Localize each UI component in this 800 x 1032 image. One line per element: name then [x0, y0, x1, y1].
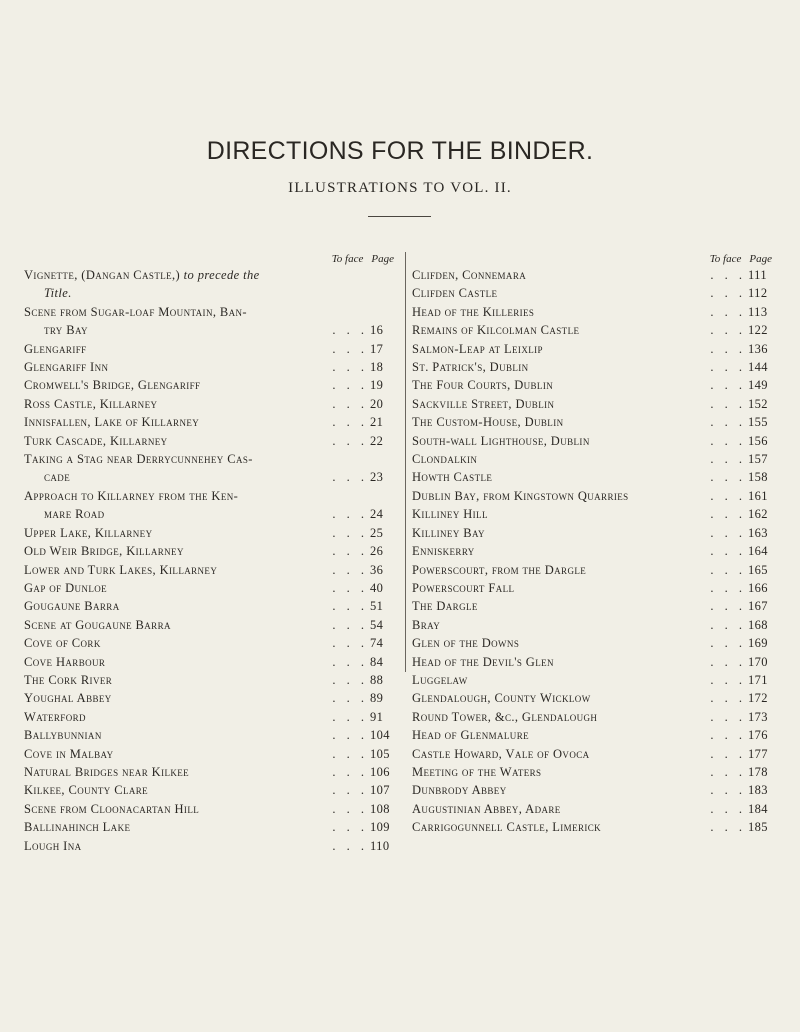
list-item — [24, 579, 400, 597]
page-number: 183 — [748, 783, 768, 798]
entry-title: Dublin Bay, from Kingstown Quarries — [412, 488, 629, 503]
list-item — [24, 266, 400, 284]
page-number: 106 — [370, 764, 390, 779]
list-item — [412, 284, 778, 302]
page-number: 19 — [370, 378, 384, 393]
list-item-continuation — [24, 505, 400, 523]
leader-dots: . . . — [710, 452, 746, 467]
entry-title: Powerscourt Fall — [412, 580, 515, 595]
page-number: 109 — [370, 820, 390, 835]
page-number: 170 — [748, 654, 768, 669]
entry-title: Killiney Hill — [412, 507, 488, 522]
page-number: 18 — [370, 360, 384, 375]
leader-dots: . . . — [332, 580, 368, 595]
page-number: 111 — [748, 268, 768, 282]
list-item — [24, 450, 400, 468]
entry-title-cont: cade — [44, 470, 71, 485]
page-number: 162 — [748, 507, 768, 522]
entry-title: South-wall Lighthouse, Dublin — [412, 433, 590, 448]
page-number: 40 — [370, 580, 384, 595]
page-number: 173 — [748, 709, 768, 724]
list-item — [24, 689, 400, 707]
leader-dots: . . . — [710, 360, 746, 375]
page-number: 161 — [748, 488, 768, 503]
page-number: 157 — [748, 452, 768, 467]
entry-title: Gougaune Barra — [24, 599, 120, 614]
list-item — [24, 708, 400, 726]
leader-dots: . . . — [710, 286, 746, 301]
list-item — [24, 818, 400, 836]
page-number: 108 — [370, 801, 390, 816]
list-item — [24, 358, 400, 376]
entry-title: Scene from Cloonacartan Hill — [24, 801, 200, 816]
page-number: 169 — [748, 636, 768, 651]
leader-dots: . . . — [332, 396, 368, 411]
list-item — [24, 303, 400, 321]
leader-dots: . . . — [710, 801, 746, 816]
entry-title: Natural Bridges near Kilkee — [24, 764, 190, 779]
entry-title: Cove of Cork — [24, 636, 101, 651]
list-item — [24, 671, 400, 689]
page-number: 171 — [748, 672, 768, 687]
entry-title: Glendalough, County Wicklow — [412, 691, 591, 706]
leader-dots: . . . — [710, 764, 746, 779]
entry-title: Head of the Devil's Glen — [412, 654, 554, 669]
leader-dots: . . . — [332, 470, 368, 485]
entry-title: Head of the Killeries — [412, 304, 535, 319]
list-item — [412, 376, 778, 394]
page-number: 152 — [748, 396, 768, 411]
list-item — [24, 561, 400, 579]
page-number: 163 — [748, 525, 768, 540]
list-item — [412, 818, 778, 836]
list-item — [412, 689, 778, 707]
list-item — [24, 781, 400, 799]
entry-title: Remains of Kilcolman Castle — [412, 323, 580, 338]
leader-dots: . . . — [332, 691, 368, 706]
leader-dots: . . . — [332, 709, 368, 724]
list-item-continuation — [24, 321, 400, 339]
leader-dots: . . . — [710, 746, 746, 761]
leader-dots: . . . — [332, 801, 368, 816]
page-number: 168 — [748, 617, 768, 632]
entry-title: St. Patrick's, Dublin — [412, 360, 529, 375]
page-number: 74 — [370, 636, 384, 651]
page-label: Page — [371, 253, 394, 265]
list-item — [412, 634, 778, 652]
leader-dots: . . . — [710, 562, 746, 577]
entry-title: Glengariff Inn — [24, 360, 109, 375]
entry-note: to precede the — [183, 268, 260, 282]
page-number: 156 — [748, 433, 768, 448]
list-item-continuation — [24, 468, 400, 486]
entry-title: Powerscourt, from the Dargle — [412, 562, 587, 577]
leader-dots: . . . — [332, 415, 368, 430]
page-subtitle: ILLUSTRATIONS TO VOL. II. — [288, 180, 512, 196]
page-number: 88 — [370, 672, 384, 687]
entry-title: Howth Castle — [412, 470, 493, 485]
left-column — [24, 252, 400, 855]
page-number: 84 — [370, 654, 384, 669]
leader-dots: . . . — [332, 783, 368, 798]
entry-title: Enniskerry — [412, 544, 475, 559]
list-item — [412, 321, 778, 339]
entry-title: Carrigogunnell Castle, Limerick — [412, 820, 602, 835]
leader-dots: . . . — [710, 268, 746, 282]
page-number: 112 — [748, 286, 768, 301]
entry-title-cont: mare Road — [44, 507, 105, 522]
list-item — [412, 487, 778, 505]
page-number: 158 — [748, 470, 768, 485]
list-item — [412, 597, 778, 615]
list-item-continuation — [24, 284, 400, 302]
leader-dots: . . . — [332, 728, 368, 743]
page-number: 17 — [370, 341, 384, 356]
leader-dots: . . . — [710, 341, 746, 356]
entry-title: Upper Lake, Killarney — [24, 525, 153, 540]
page-number: 149 — [748, 378, 768, 393]
list-item — [412, 763, 778, 781]
page-title: DIRECTIONS FOR THE BINDER. — [206, 137, 594, 165]
entry-title: Waterford — [24, 709, 86, 724]
leader-dots: . . . — [710, 783, 746, 798]
list-item — [412, 413, 778, 431]
entry-note: Title. — [44, 286, 72, 301]
entry-title: Taking a Stag near Derrycunnehey Cas- — [24, 452, 253, 467]
right-column — [412, 252, 778, 837]
leader-dots: . . . — [710, 636, 746, 651]
page-number: 122 — [748, 323, 768, 338]
entry-title: Clifden, Connemara — [412, 268, 527, 282]
page-number: 166 — [748, 580, 768, 595]
entry-title: Scene at Gougaune Barra — [24, 617, 171, 632]
page-number: 25 — [370, 525, 384, 540]
list-item — [24, 653, 400, 671]
right-column-header — [412, 252, 778, 266]
entry-title: Cromwell's Bridge, Glengariff — [24, 378, 201, 393]
list-item — [412, 708, 778, 726]
leader-dots: . . . — [710, 580, 746, 595]
list-item — [24, 726, 400, 744]
entry-title: Cove Harbour — [24, 654, 106, 669]
entry-title: Approach to Killarney from the Ken- — [24, 488, 239, 503]
list-item — [412, 671, 778, 689]
list-item — [412, 561, 778, 579]
list-item — [412, 781, 778, 799]
list-item — [24, 524, 400, 542]
entry-title: Clifden Castle — [412, 286, 498, 301]
leader-dots: . . . — [332, 746, 368, 761]
leader-dots: . . . — [332, 636, 368, 651]
list-item — [412, 432, 778, 450]
list-item — [412, 800, 778, 818]
page-number: 16 — [370, 323, 384, 338]
list-item — [24, 634, 400, 652]
page-number: 185 — [748, 820, 768, 835]
list-item — [412, 579, 778, 597]
list-item — [24, 395, 400, 413]
leader-dots: . . . — [710, 507, 746, 522]
leader-dots: . . . — [710, 415, 746, 430]
entry-title: The Custom-House, Dublin — [412, 415, 564, 430]
leader-dots: . . . — [710, 378, 746, 393]
entry-title: Lower and Turk Lakes, Killarney — [24, 562, 218, 577]
list-item — [24, 376, 400, 394]
page-number: 22 — [370, 433, 384, 448]
entry-title: Ross Castle, Killarney — [24, 396, 158, 411]
leader-dots: . . . — [710, 709, 746, 724]
page-number: 165 — [748, 562, 768, 577]
page-number: 164 — [748, 544, 768, 559]
leader-dots: . . . — [332, 525, 368, 540]
entry-title: Ballybunnian — [24, 728, 102, 743]
list-item — [412, 358, 778, 376]
page-number: 23 — [370, 470, 384, 485]
leader-dots: . . . — [710, 525, 746, 540]
leader-dots: . . . — [332, 617, 368, 632]
leader-dots: . . . — [332, 507, 368, 522]
page-number: 167 — [748, 599, 768, 614]
list-item — [412, 726, 778, 744]
list-item — [412, 653, 778, 671]
leader-dots: . . . — [332, 378, 368, 393]
list-item — [24, 800, 400, 818]
list-item — [24, 745, 400, 763]
leader-dots: . . . — [332, 672, 368, 687]
page-number: 184 — [748, 801, 768, 816]
entry-title: Meeting of the Waters — [412, 764, 542, 779]
leader-dots: . . . — [710, 599, 746, 614]
leader-dots: . . . — [332, 599, 368, 614]
entry-title: Cove in Malbay — [24, 746, 114, 761]
left-entry-list — [24, 266, 400, 855]
page-number: 172 — [748, 691, 768, 706]
list-item — [24, 487, 400, 505]
to-face-label: To face — [331, 253, 364, 265]
page-number: 144 — [748, 360, 768, 375]
page-number: 110 — [370, 838, 390, 853]
page-number: 54 — [370, 617, 384, 632]
entry-title: Glengariff — [24, 341, 87, 356]
leader-dots: . . . — [710, 323, 746, 338]
leader-dots: . . . — [332, 838, 368, 853]
page-label: Page — [749, 253, 772, 265]
page-number: 24 — [370, 507, 384, 522]
list-item — [24, 763, 400, 781]
leader-dots: . . . — [332, 341, 368, 356]
title-divider — [368, 216, 431, 217]
leader-dots: . . . — [710, 396, 746, 411]
list-item — [24, 542, 400, 560]
page-number: 104 — [370, 728, 390, 743]
page-number: 136 — [748, 341, 768, 356]
entry-title: Youghal Abbey — [24, 691, 112, 706]
entry-title: Innisfallen, Lake of Killarney — [24, 415, 200, 430]
entry-title: Glen of the Downs — [412, 636, 520, 651]
leader-dots: . . . — [332, 820, 368, 835]
page-number: 105 — [370, 746, 390, 761]
to-face-label: To face — [709, 253, 742, 265]
page-number: 155 — [748, 415, 768, 430]
entry-title-cont: try Bay — [44, 323, 88, 338]
entry-title: Old Weir Bridge, Killarney — [24, 544, 184, 559]
entry-title: Turk Cascade, Killarney — [24, 433, 168, 448]
list-item — [412, 395, 778, 413]
right-entry-list — [412, 266, 778, 837]
list-item — [24, 413, 400, 431]
entry-title: The Cork River — [24, 672, 113, 687]
list-item — [412, 542, 778, 560]
list-item — [24, 837, 400, 855]
page-number: 51 — [370, 599, 384, 614]
list-item — [412, 303, 778, 321]
entry-title: Luggelaw — [412, 672, 468, 687]
page-number: 36 — [370, 562, 384, 577]
entry-title: The Dargle — [412, 599, 478, 614]
leader-dots: . . . — [710, 304, 746, 319]
list-item — [24, 597, 400, 615]
list-item — [412, 616, 778, 634]
entry-title: Gap of Dunloe — [24, 580, 108, 595]
list-item — [412, 340, 778, 358]
page-number: 20 — [370, 396, 384, 411]
page-number: 21 — [370, 415, 384, 430]
entry-title: Clondalkin — [412, 452, 478, 467]
page-number: 177 — [748, 746, 768, 761]
list-item — [412, 524, 778, 542]
leader-dots: . . . — [710, 672, 746, 687]
entry-title: Ballinahinch Lake — [24, 820, 131, 835]
entry-title: Head of Glenmalure — [412, 728, 529, 743]
leader-dots: . . . — [332, 360, 368, 375]
leader-dots: . . . — [710, 820, 746, 835]
entry-title: Sackville Street, Dublin — [412, 396, 555, 411]
entry-title: The Four Courts, Dublin — [412, 378, 554, 393]
list-item — [24, 432, 400, 450]
leader-dots: . . . — [710, 544, 746, 559]
entry-title: Bray — [412, 617, 441, 632]
entry-title: Scene from Sugar-loaf Mountain, Ban- — [24, 304, 247, 319]
entry-title: Killiney Bay — [412, 525, 485, 540]
page-number: 176 — [748, 728, 768, 743]
list-item — [24, 616, 400, 634]
page-number: 107 — [370, 783, 390, 798]
list-item — [412, 266, 778, 284]
leader-dots: . . . — [332, 544, 368, 559]
page-number: 89 — [370, 691, 384, 706]
list-item — [412, 505, 778, 523]
leader-dots: . . . — [710, 433, 746, 448]
page-number: 113 — [748, 304, 768, 319]
leader-dots: . . . — [332, 323, 368, 338]
leader-dots: . . . — [710, 691, 746, 706]
leader-dots: . . . — [710, 470, 746, 485]
leader-dots: . . . — [710, 654, 746, 669]
entry-title: Salmon-Leap at Leixlip — [412, 341, 543, 356]
leader-dots: . . . — [332, 654, 368, 669]
leader-dots: . . . — [332, 433, 368, 448]
leader-dots: . . . — [332, 562, 368, 577]
entry-title: Augustinian Abbey, Adare — [412, 801, 561, 816]
entry-title: Vignette, (Dangan Castle,) — [24, 268, 181, 282]
list-item — [24, 340, 400, 358]
list-item — [412, 468, 778, 486]
entry-title: Round Tower, &c., Glendalough — [412, 709, 598, 724]
entry-title: Dunbrody Abbey — [412, 783, 507, 798]
left-column-header — [24, 252, 400, 266]
entry-title: Castle Howard, Vale of Ovoca — [412, 746, 590, 761]
entry-title: Lough Ina — [24, 838, 82, 853]
leader-dots: . . . — [710, 488, 746, 503]
list-item — [412, 450, 778, 468]
leader-dots: . . . — [710, 728, 746, 743]
entry-title: Kilkee, County Clare — [24, 783, 149, 798]
column-divider — [405, 252, 406, 672]
page-number: 178 — [748, 764, 768, 779]
page-number: 26 — [370, 544, 384, 559]
leader-dots: . . . — [710, 617, 746, 632]
list-item — [412, 745, 778, 763]
leader-dots: . . . — [332, 764, 368, 779]
page-number: 91 — [370, 709, 384, 724]
